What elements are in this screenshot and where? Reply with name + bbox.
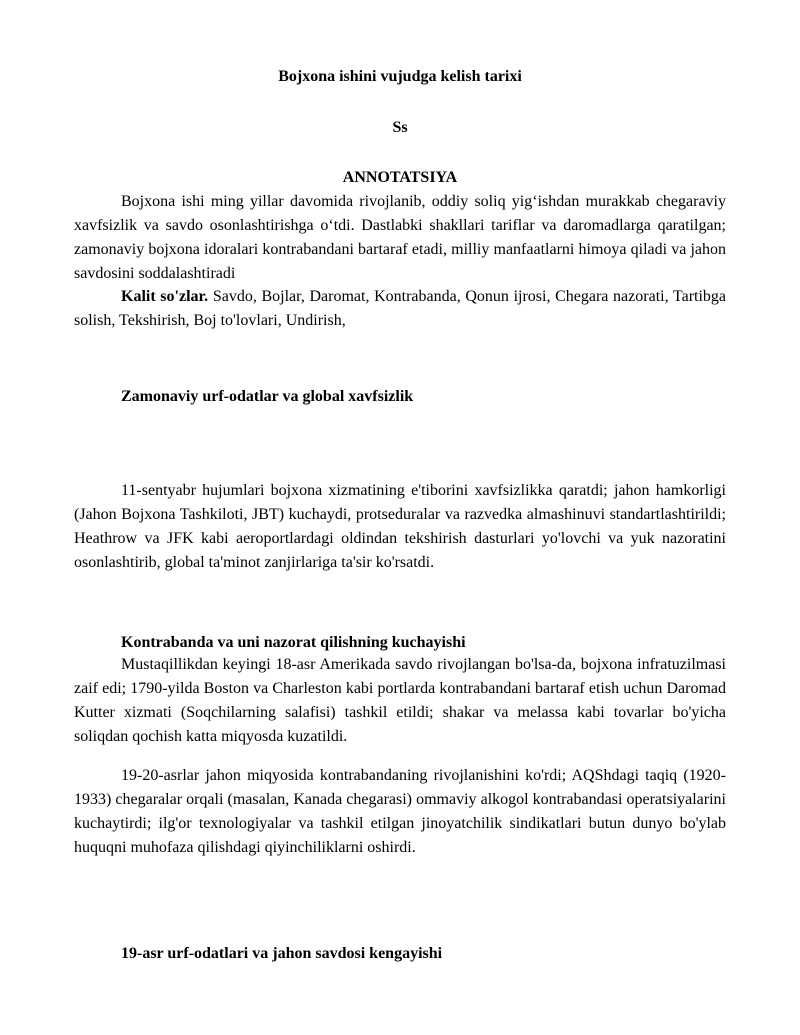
keywords-label: Kalit so'zlar.	[121, 288, 209, 305]
section-paragraph: Mustaqillikdan keyingi 18-asr Amerikada savdo rivojlangan bo'lsa-da, bojxona infratuzilmasi zaif edi; 1790-yilda Boston va Charleston kabi portlarda kontrabandani bartaraf etish uchun Daromad Kutter xizmati (Soqchilarning salafisi) tashkil etildi; shakar va melassa kabi tovarlar bo'yicha soliqdan qochish katta miqyosda kuzatildi.	[74, 656, 726, 745]
section-heading: Zamonaviy urf-odatlar va global xavfsizlik	[121, 388, 414, 405]
section-heading: Kontrabanda va uni nazorat qilishning kuchayishi	[121, 634, 466, 651]
section-paragraph: 19-20-asrlar jahon miqyosida kontrabandaning rivojlanishini ko'rdi; AQShdagi taqiq (1920-1933) chegaralar orqali (masalan, Kanada chegarasi) ommaviy alkogol kontrabandasi operatsiyalarini kuchaytirdi; ilg'or texnologiyalar va tashkil etilgan jinoyatchilik sindikatlari butun dunyo bo'ylab huquqni muhofaza qilishdagi qiyinchiliklarni oshirdi.	[74, 767, 726, 856]
document-title: Bojxona ishini vujudga kelish tarixi	[278, 68, 522, 85]
author-name: Ss	[392, 119, 408, 136]
annotation-paragraph: Bojxona ishi ming yillar davomida rivojlanib, oddiy soliq yig‘ishdan murakkab chegaraviy xavfsizlik va savdo osonlashtirishga o‘tdi. Dastlabki shakllari tariflar va daromadlarga qaratilgan; zamonaviy bojxona idoralari kontrabandani bartaraf etadi, milliy manfaatlarni himoya qiladi va jahon savdosini soddalashtiradi	[74, 193, 726, 282]
keywords-paragraph	[74, 285, 726, 333]
keywords-text: Savdo, Bojlar, Daromat, Kontrabanda, Qonun ijrosi, Chegara nazorati, Tartibga solish, Tekshirish, Boj to'lovlari, Undirish,	[74, 288, 727, 329]
section-heading: 19-asr urf-odatlari va jahon savdosi kengayishi	[121, 945, 443, 962]
section-paragraph: 11-sentyabr hujumlari bojxona xizmatining e'tiborini xavfsizlikka qaratdi; jahon hamkorligi (Jahon Bojxona Tashkiloti, JBT) kuchaydi, protseduralar va razvedka almashinuvi standartlashtirildi; Heathrow va JFK kabi aeroportlardagi oldindan tekshirish dasturlari yo'lovchi va yuk nazoratini osonlashtirib, global ta'minot zanjirlariga ta'sir ko'rsatdi.	[74, 482, 726, 571]
annotation-heading: ANNOTATSIYA	[342, 169, 458, 186]
